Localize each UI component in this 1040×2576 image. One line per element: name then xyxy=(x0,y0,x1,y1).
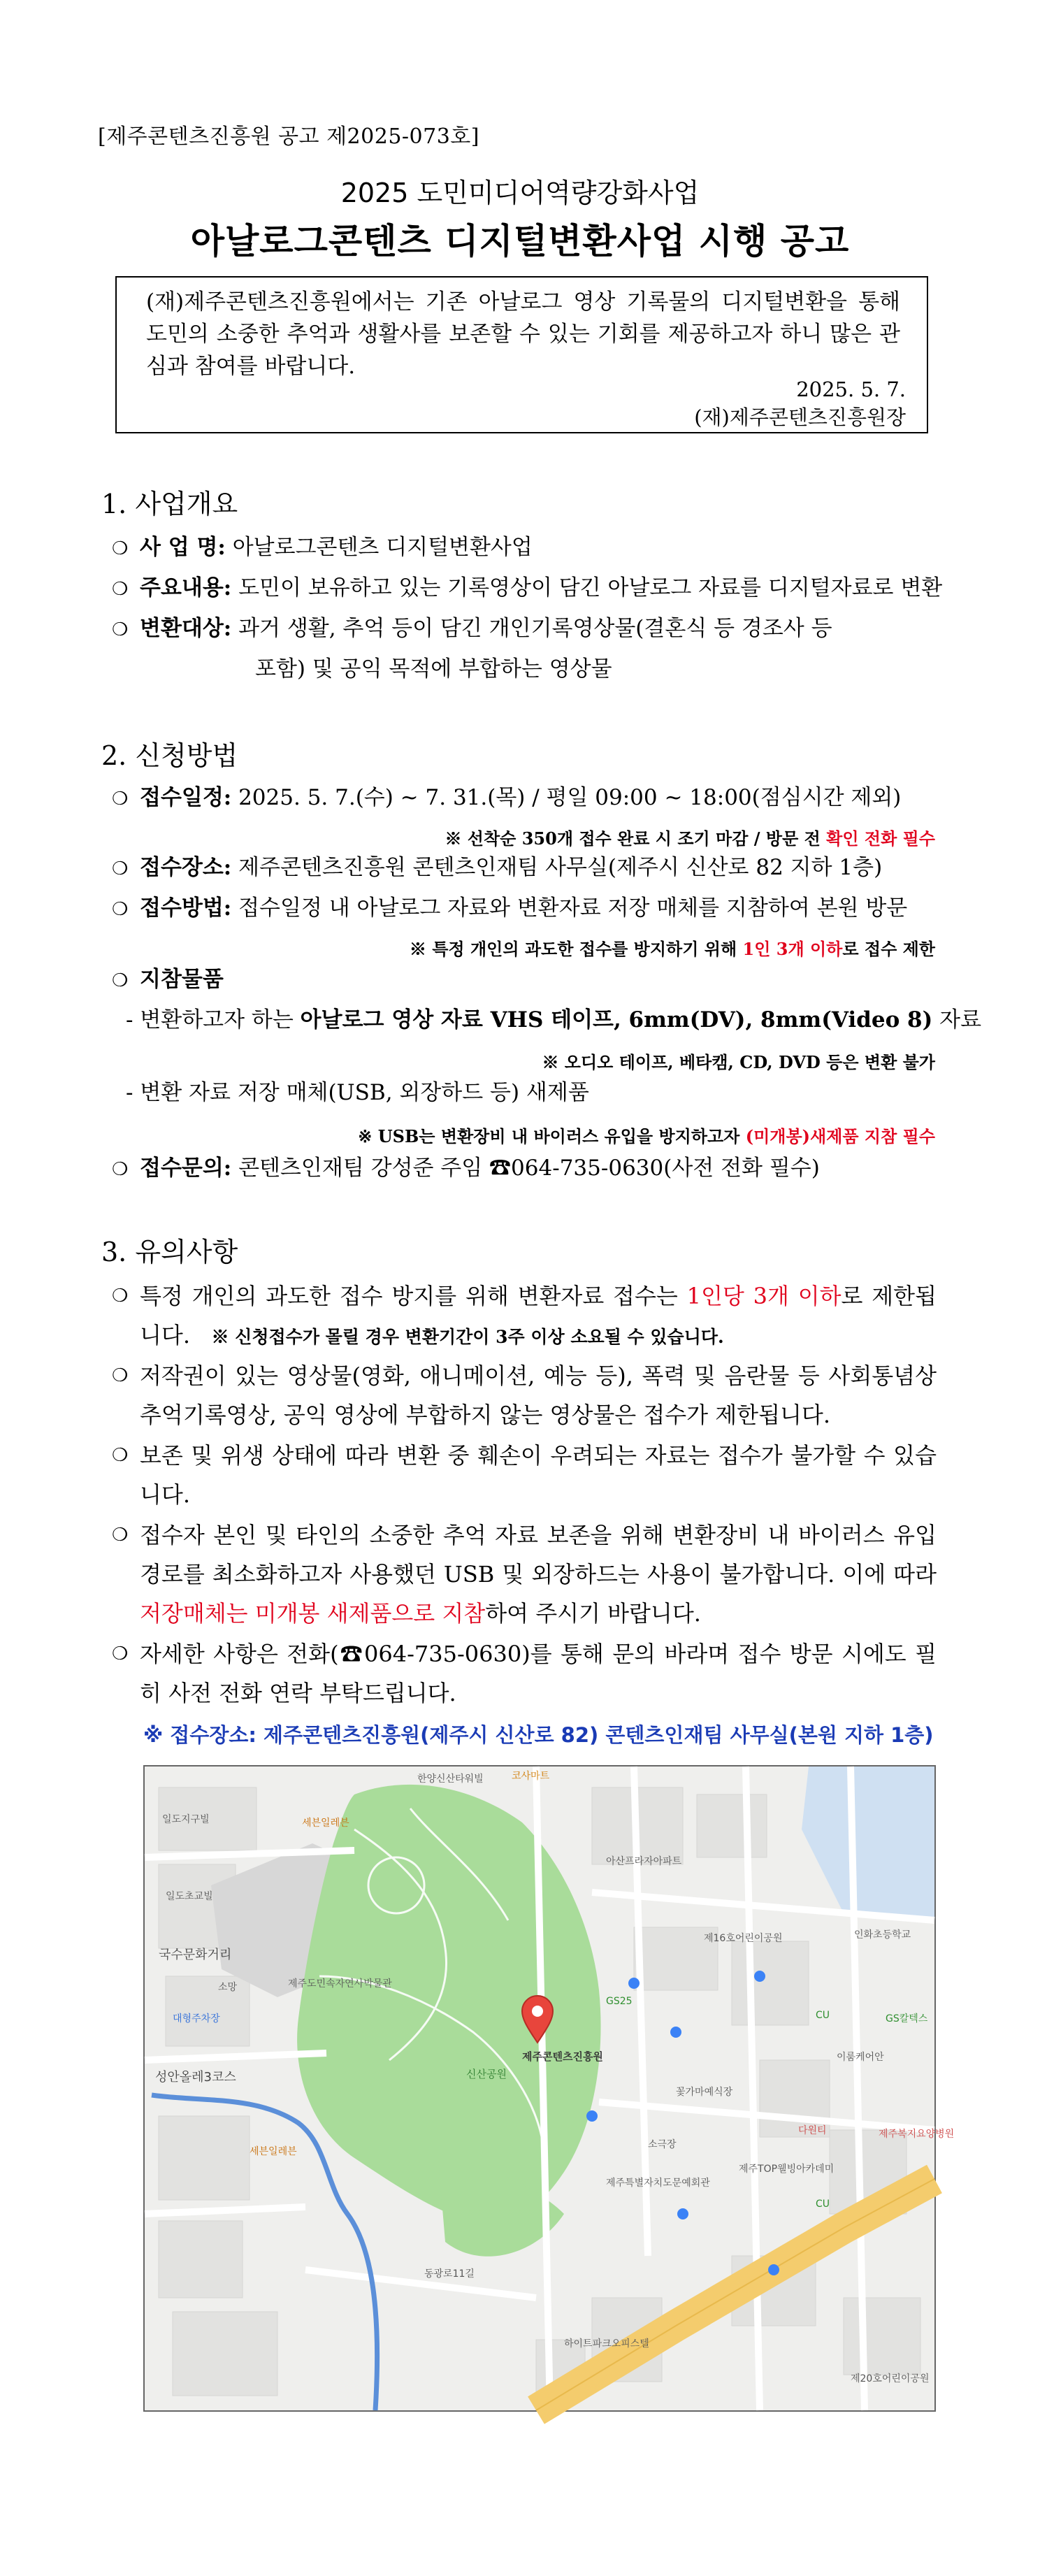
svg-text:일도지구빌: 일도지구빌 xyxy=(162,1814,210,1825)
section3-heading: 3. 유의사항 xyxy=(101,1237,238,1267)
schedule-row: ❍ 접수일정: 2025. 5. 7.(수) ~ 7. 31.(목) / 평일 09:00 ~ 18:00(점심시간 제외) xyxy=(112,782,901,815)
notice-number: [제주콘텐츠진흥원 공고 제2025-073호] xyxy=(98,124,479,149)
items-note1: ※ 오디오 테이프, 베타캠, CD, DVD 등은 변환 불가 xyxy=(542,1052,935,1072)
pin-label: 제주콘텐츠진흥원 xyxy=(522,2050,603,2063)
svg-text:CU: CU xyxy=(816,2010,830,2021)
caution-3: ❍ 보존 및 위생 상태에 따라 변환 중 훼손이 우려되는 자료는 접수가 불가할 수 있습니다. xyxy=(112,1436,937,1514)
bullet-icon: ❍ xyxy=(112,1643,129,1664)
bullet-icon: ❍ xyxy=(112,789,129,810)
location-map[interactable] xyxy=(143,1765,955,2412)
bullet-icon: ❍ xyxy=(112,579,129,600)
caution-5: ❍ 자세한 사항은 전화(☎064-735-0630)를 통해 문의 바라며 접수 방문 시에도 필히 사전 전화 연락 부탁드립니다. xyxy=(112,1634,937,1713)
svg-text:소극장: 소극장 xyxy=(648,2139,677,2150)
contact-row: ❍ 접수문의: 콘텐츠인재팀 강성준 주임 ☎064-735-0630(사전 전화 필수) xyxy=(112,1152,820,1186)
place-row: ❍ 접수장소: 제주콘텐츠진흥원 콘텐츠인재팀 사무실(제주시 신산로 82 지하 1층) xyxy=(112,851,882,885)
svg-text:제16호어린이공원: 제16호어린이공원 xyxy=(704,1933,783,1944)
place-notice: ※ 접수장소: 제주콘텐츠진흥원(제주시 신산로 82) 콘텐츠인재팀 사무실(본원 지하 1층) xyxy=(143,1723,934,1747)
schedule-note: ※ 선착순 350개 접수 완료 시 조기 마감 / 방문 전 확인 전화 필수 xyxy=(445,828,935,849)
svg-text:CU: CU xyxy=(816,2199,830,2210)
park-label: 신산공원 xyxy=(466,2068,507,2080)
bullet-icon: ❍ xyxy=(112,1159,129,1180)
svg-text:제주복지요양병원: 제주복지요양병원 xyxy=(879,2129,955,2140)
caution-2: ❍ 저작권이 있는 영상물(영화, 애니메이션, 예능 등), 폭력 및 음란물 등 사회통념상 추억기록영상, 공익 영상에 부합하지 않는 영상물은 접수가 제한됩니다. xyxy=(112,1356,937,1434)
bullet-icon: ❍ xyxy=(112,1365,129,1386)
section1-item-target: ❍ 변환대상: 과거 생활, 추억 등이 담긴 개인기록영상물(결혼식 등 경조사 등 xyxy=(112,612,832,646)
notice-title: 아날로그콘텐츠 디지털변환사업 시행 공고 xyxy=(190,221,850,261)
bullet-icon: ❍ xyxy=(112,538,129,559)
svg-text:GS칼텍스: GS칼텍스 xyxy=(886,2013,928,2024)
svg-text:세븐일레븐: 세븐일레븐 xyxy=(302,1818,349,1829)
svg-text:제주도민속자연사박물관: 제주도민속자연사박물관 xyxy=(288,1978,392,1989)
svg-text:하이트파크오피스텔: 하이트파크오피스텔 xyxy=(564,2338,649,2350)
items-line1: - 변환하고자 하는 아날로그 영상 자료 VHS 테이프, 6mm(DV), 8mm(Video 8) 자료 xyxy=(126,1007,982,1032)
svg-text:코사마트: 코사마트 xyxy=(512,1771,550,1782)
section1-item-content: ❍ 주요내용: 도민이 보유하고 있는 기록영상이 담긴 아날로그 자료를 디지털자료로 변환 xyxy=(112,572,942,605)
caution-1: ❍ 특정 개인의 과도한 접수 방지를 위해 변환자료 접수는 1인당 3개 이하로 제한됩니다. ※ 신청접수가 몰릴 경우 변환기간이 3주 이상 소요될 수 있습니다. xyxy=(112,1276,937,1357)
bullet-icon: ❍ xyxy=(112,1445,129,1466)
svg-text:대형주차장: 대형주차장 xyxy=(173,2013,220,2024)
method-note: ※ 특정 개인의 과도한 접수를 방지하기 위해 1인 3개 이하로 접수 제한 xyxy=(409,939,935,959)
intro-signature xyxy=(694,375,906,431)
svg-text:꽃가마예식장: 꽃가마예식장 xyxy=(676,2087,733,2098)
intro-issuer: (재)제주콘텐츠진흥원장 xyxy=(694,405,906,429)
svg-text:동광로11길: 동광로11길 xyxy=(424,2268,475,2280)
svg-text:제주특별자치도문예회관: 제주특별자치도문예회관 xyxy=(606,2178,710,2189)
intro-box xyxy=(115,276,928,433)
bullet-icon: ❍ xyxy=(112,619,129,640)
section1-item-target-cont: 포함) 및 공익 목적에 부합하는 영상물 xyxy=(255,656,612,682)
svg-text:제주TOP웰빙아카데미: 제주TOP웰빙아카데미 xyxy=(739,2164,835,2175)
svg-text:한양신산타워빌: 한양신산타워빌 xyxy=(417,1773,484,1785)
intro-date: 2025. 5. 7. xyxy=(796,377,906,401)
svg-text:인화초등학교: 인화초등학교 xyxy=(854,1929,911,1941)
bullet-icon: ❍ xyxy=(112,1525,129,1546)
bullet-icon: ❍ xyxy=(112,858,129,879)
svg-text:이룸케어안: 이룸케어안 xyxy=(837,2052,884,2063)
section2-heading: 2. 신청방법 xyxy=(101,740,238,771)
bullet-icon: ❍ xyxy=(112,970,129,991)
caution-4: ❍ 접수자 본인 및 타인의 소중한 추억 자료 보존을 위해 변환장비 내 바이러스 유입 경로를 최소화하고자 사용했던 USB 및 외장하드는 사용이 불가합니다. 이에 따라 저장매체는 미개봉 새제품으로 지참하여 주시기 바랍니다. xyxy=(112,1516,937,1633)
project-subtitle: 2025 도민미디어역량강화사업 xyxy=(340,178,700,208)
items-row: ❍ 지참물품 xyxy=(112,963,224,997)
svg-text:제20호어린이공원: 제20호어린이공원 xyxy=(851,2373,930,2384)
bullet-icon: ❍ xyxy=(112,1286,129,1307)
svg-text:다원티: 다원티 xyxy=(798,2125,827,2136)
method-row: ❍ 접수방법: 접수일정 내 아날로그 자료와 변환자료 저장 매체를 지참하여 본원 방문 xyxy=(112,892,907,926)
svg-text:GS25: GS25 xyxy=(606,1996,633,2007)
bullet-icon: ❍ xyxy=(112,899,129,920)
svg-text:성안올레3코스: 성안올레3코스 xyxy=(155,2070,236,2085)
svg-text:일도초교빌: 일도초교빌 xyxy=(166,1891,213,1902)
svg-text:소망: 소망 xyxy=(218,1982,238,1993)
section1-item-name: ❍ 사 업 명: 아날로그콘텐츠 디지털변환사업 xyxy=(112,531,533,565)
section1-heading: 1. 사업개요 xyxy=(101,489,238,519)
items-note2: ※ USB는 변환장비 내 바이러스 유입을 방지하고자 (미개봉)새제품 지참 필수 xyxy=(358,1126,935,1146)
items-line2: - 변환 자료 저장 매체(USB, 외장하드 등) 새제품 xyxy=(126,1080,589,1105)
svg-text:국수문화거리: 국수문화거리 xyxy=(159,1948,232,1962)
svg-text:세븐일레븐: 세븐일레븐 xyxy=(250,2146,297,2157)
svg-text:아산프라자아파트: 아산프라자아파트 xyxy=(606,1856,682,1867)
intro-text: (재)제주콘텐츠진흥원에서는 기존 아날로그 영상 기록물의 디지털변환을 통해 도민의 소중한 추억과 생활사를 보존할 수 있는 기회를 제공하고자 하니 많은 관심과 참여를 바랍니다. xyxy=(146,289,900,379)
